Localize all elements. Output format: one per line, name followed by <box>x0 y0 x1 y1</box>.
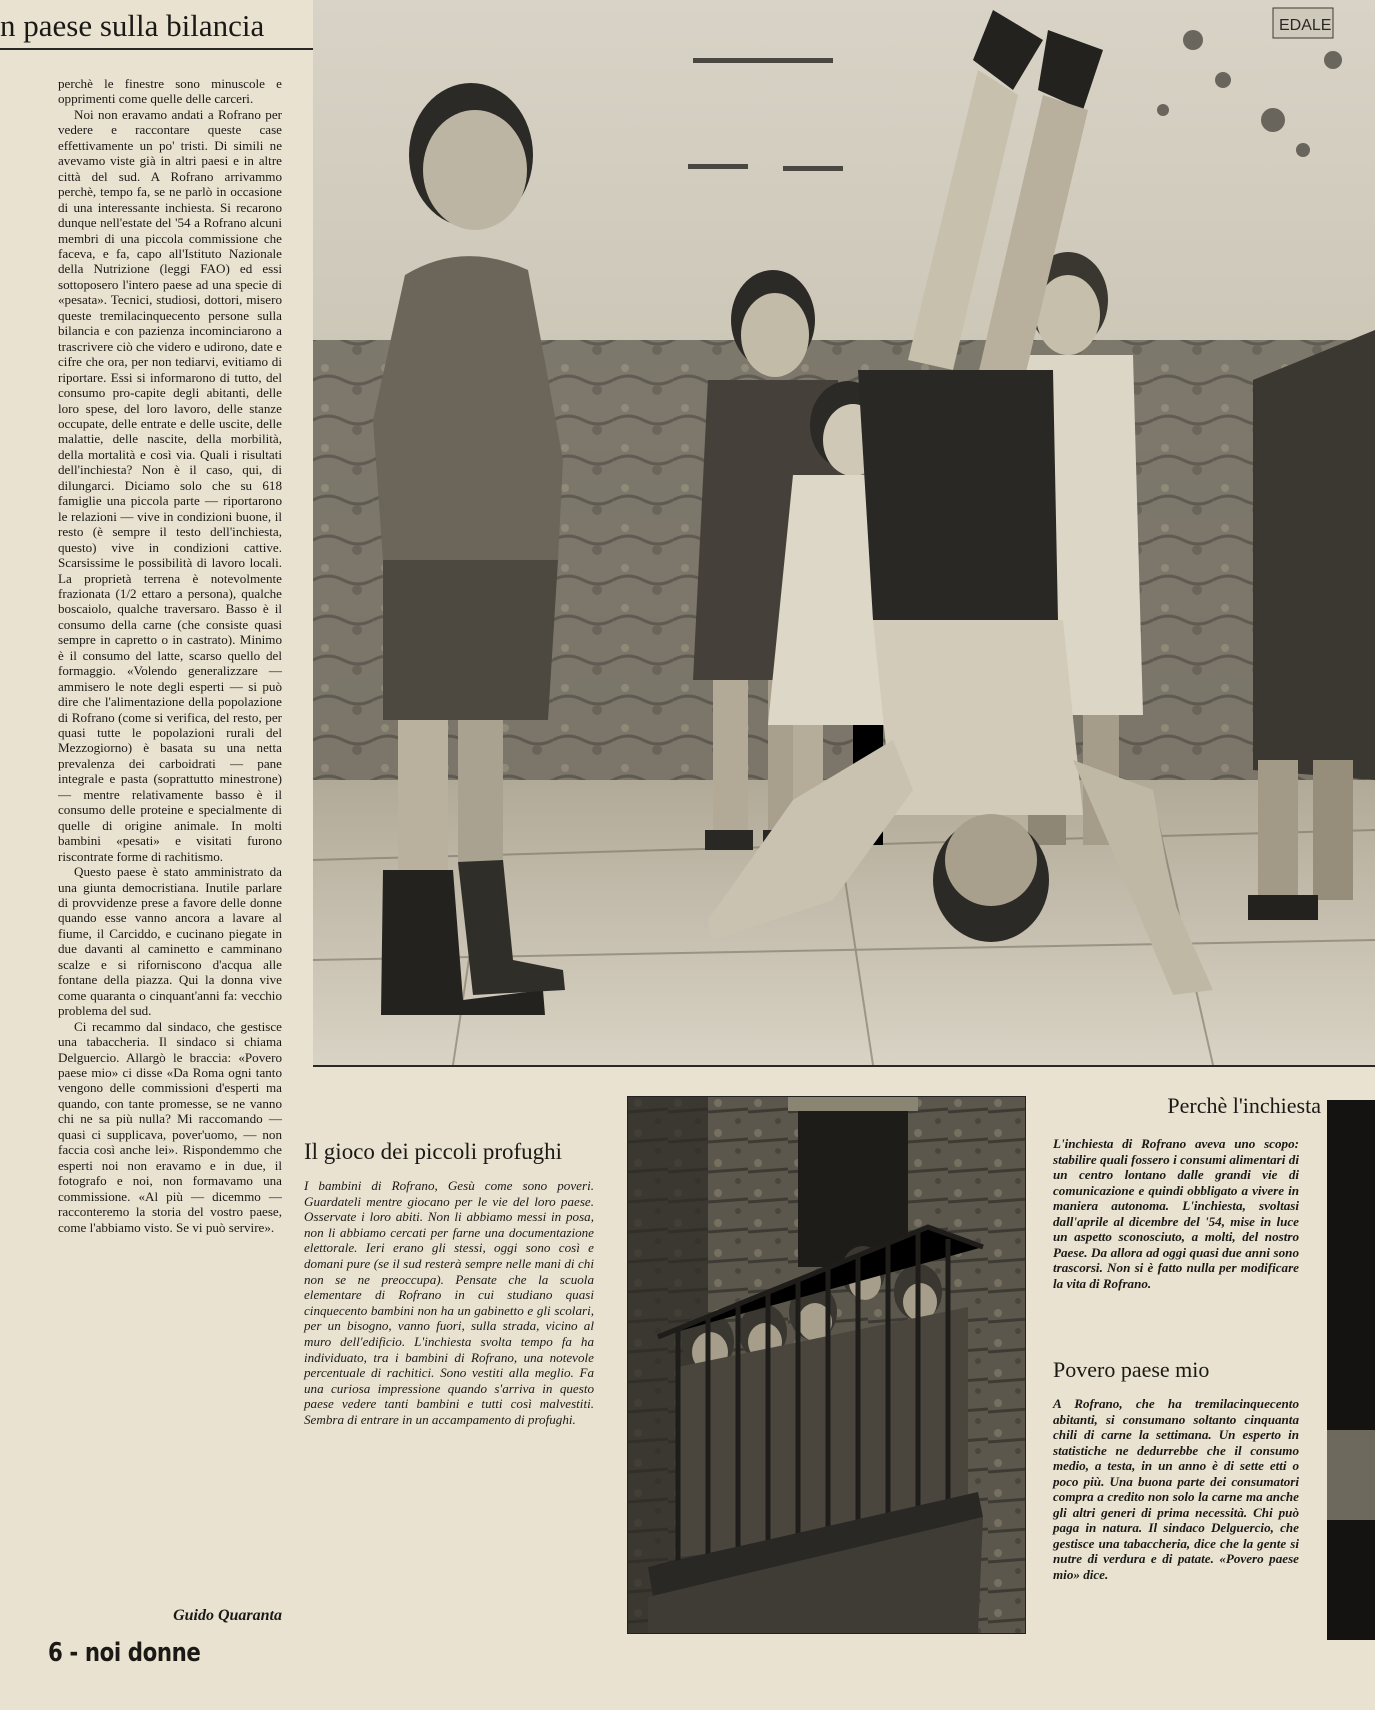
wall-sign-text: EDALE <box>1279 17 1332 34</box>
caption-title: Povero paese mio <box>1053 1357 1210 1382</box>
running-title: n paese sulla bilancia <box>0 4 316 50</box>
article-paragraph: perchè le finestre sono minuscole e opprimenti come quelle delle carceri. <box>58 76 282 107</box>
article-paragraph: Ci recammo dal sindaco, che gestisce una tabaccheria. Il sindaco si chiama Delguercio. Allargò le braccia: «Povero paese mio» ci disse «Da Roma ogni tanto vengono delle commissioni d'esperti ma quando, con tante promesse, se ne vanno chi ne sa più nulla? Mi raccomando — quasi ci supplicava, pover'uomo, — non faccia così anche lei». Rispondemmo che esperti noi non eravamo e in due, il fotografo e noi, non formavamo una commissione. «Al più — dicemmo — racconteremo la storia del vostro paese, come l'abbiamo visto. Se vi può servire». <box>58 1018 282 1235</box>
article-body <box>58 76 282 1235</box>
author-byline: Guido Quaranta <box>173 1607 282 1624</box>
caption-title: Il gioco dei piccoli profughi <box>304 1139 563 1164</box>
children-playing-photo <box>313 0 1375 1067</box>
page-footer: 6 - noi donne <box>48 1638 201 1668</box>
caption-body: A Rofrano, che ha tremilacinquecento abitanti, si consumano soltanto cinquanta chili di carne la settimana. Un esperto in statistiche ne dedurrebbe che il consumo medio, a testa, in un anno è di sette etti o poco più. Una buona parte dei consumatori compra a credito non solo la carne ma anche gli altri generi di prima necessità. Chi può paga in natura. Il sindaco Delguercio, che gestisce una tabaccheria, dice che la gente si nutre di verdura e di patate. «Povero paese mio» dice. <box>1053 1396 1299 1582</box>
article-paragraph: Noi non eravamo andati a Rofrano per vedere e raccontare queste case effettivamente un po' tristi. Di simili ne avevamo viste già in altri paesi e in altre città del sud. A Rofrano arrivammo perchè, tempo fa, se ne parlò in occasione di una interessante inchiesta. Si recarono dunque nell'estate del '54 a Rofrano alcuni membri di una piccola commissione che faceva, e fa, capo all'Istituto Nazionale della Nutrizione (leggi FAO) ed essi sottoposero l'intero paese ad una specie di «pesata». Tecnici, studiosi, dottori, misero queste tremilacinquecento persone sulla bilancia e con pazienza incominciarono a trascrivere ciò che videro e udirono, date e cifre che ora, per non tediarvi, evitiamo di riportare. Essi si informarono di tutto, del consumo pro-capite degli abitanti, delle loro spese, del loro lavoro, delle stanze occupate, delle entrate e delle uscite, delle malattie, delle nascite, della morbilità, della mortalità e così via. Quali i risultati dell'inchiesta? Non è il caso, qui, di dilungarci. Diciamo solo che su 618 famiglie una piccola parte — riportarono le relazioni — vive in condizioni buone, il resto (è sempre il testo dell'inchiesta, questo) vive in condizioni cattive. Scarsissime le possibilità di lavoro locali. La proprietà terrena è notevolmente frazionata (1/2 ettaro a persona), qualche boscaiolo, qualche traversaro. Basso è il consumo della carne (che consiste quasi sempre in capretto o in castrato). Minimo è il consumo del latte, scarso quello del formaggio. «Volendo generalizzare — ammisero le note degli esperti — si può dire che l'alimentazione della popolazione di Rofrano (come si verifica, del resto, per quasi tutte le popolazioni rurali del Mezzogiorno) è basata su una netta prevalenza dei carboidrati — pane integrale e pasta (soprattutto minestrone) — mentre relativamente basso è il consumo delle proteine e specialmente di quelle di origine animale. In molti bambini «pesati» e visitati furono riscontrate forme di rachitismo. <box>58 106 282 864</box>
children-on-balcony-photo <box>627 1096 1026 1634</box>
caption-body: L'inchiesta di Rofrano aveva uno scopo: stabilire quali fossero i consumi alimentari di un centro lontano dalle grandi vie di comunicazione e quindi obbligato a vivere in maniera autonoma. L'inchiesta, svoltasi dall'aprile al dicembre del '54, mise in luce un aspetto sconosciuto, a molti, del nostro Paese. Da allora ad oggi quasi due anni sono trascorsi. Non si è fatto nulla per modificare la vita di Rofrano. <box>1053 1136 1299 1291</box>
cropped-edge-photo <box>1327 1100 1375 1640</box>
caption-title: Perchè l'inchiesta <box>1167 1093 1321 1118</box>
caption-body: I bambini di Rofrano, Gesù come sono poveri. Guardateli mentre giocano per le vie del loro paese. Osservate i loro abiti. Non li abbiamo messi in posa, non li abbiamo cercati per farne una documentazione elettorale. Ieri erano gli stessi, oggi sono così e domani pure (se il sud resterà sempre nelle mani di chi non se ne preoccupa). Pensate che la scuola elementare di Rofrano in cui studiano quasi cinquecento bambini non ha un gabinetto e gli scolari, per un bisogno, vanno fuori, sulla strada, vicino al muro dell'edificio. L'inchiesta svolta tempo fa ha individuato, tra i bambini di Rofrano, una notevole percentuale di rachitici. Sono vestiti alla meglio. Fa una curiosa impressione quando s'arriva in questo paese vedere tanti bambini e tutti così malvestiti. Sembra di entrare in un accampamento di profughi. <box>304 1178 594 1427</box>
article-paragraph: Questo paese è stato amministrato da una giunta democristiana. Inutile parlare di provvidenze prese a favore delle donne quando esse vanno ancora a lavare al fiume, il Carciddo, e cucinano piegate in due davanti al caminetto e camminano scalze e si riforniscono d'acqua alle fontane della piazza. Qui la donna vive come quaranta o cinquant'anni fa: vecchio problema del sud. <box>58 864 282 1019</box>
